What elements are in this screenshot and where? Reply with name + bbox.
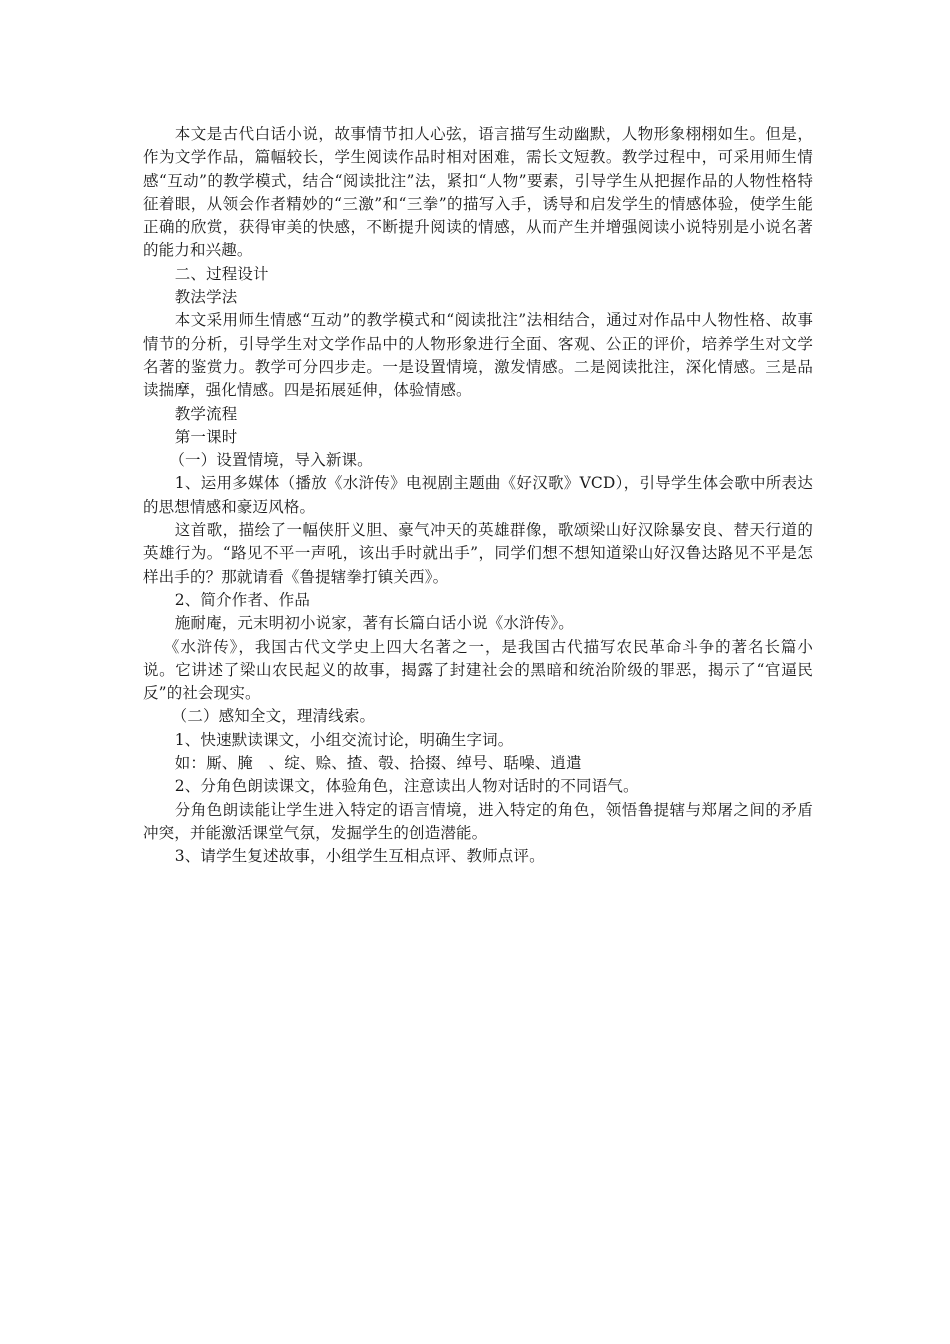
step-two-item-3: 3、请学生复述故事，小组学生互相点评、教师点评。 xyxy=(174,847,545,866)
step-two-heading: （二）感知全文，理清线索。 xyxy=(171,707,376,726)
methods-paragraph: 本文采用师生情感“互动”的教学模式和“阅读批注”法相结合，通过对作品中人物性格、故事情节的分析，引导学生对文学作品中的人物形象进行全面、客观、公正的评价，培养学生对文学名著的鉴赏力。教学可分四步走。一是设置情境，激发情感。二是阅读批注，深化情感。三是品读揣摩，强化情感。四是拓展延伸，体验情感。 xyxy=(143,311,813,400)
song-paragraph: 这首歌，描绘了一幅侠肝义胆、豪气冲天的英雄群像，歌颂梁山好汉除暴安良、替天行道的英雄行为。“路见不平一声吼，该出手时就出手”，同学们想不想知道梁山好汉鲁达路见不平是怎样出手的？那就请看《鲁提辖拳打镇关西》。 xyxy=(143,521,813,586)
role-reading-paragraph: 分角色朗读能让学生进入特定的语言情境，进入特定的角色，领悟鲁提辖与郑屠之间的矛盾冲突，并能激活课堂气氛，发掘学生的创造潜能。 xyxy=(143,800,813,842)
work-paragraph: 《水浒传》，我国古代文学史上四大名著之一，是我国古代描写农民革命斗争的著名长篇小说。它讲述了梁山农民起义的故事，揭露了封建社会的黑暗和统治阶级的罪恶，揭示了“官逼民反”的社会现实。 xyxy=(143,637,813,703)
intro-paragraph: 本文是古代白话小说，故事情节扣人心弦，语言描写生动幽默，人物形象栩栩如生。但是，作为文学作品，篇幅较长，学生阅读作品时相对困难，需长文短教。教学过程中，可采用师生情感“互动”的教学模式，结合“阅读批注”法，紧扣“人物”要素，引导学生从把握作品的人物性格特征着眼，从领会作者精妙的“三激”和“三拳”的描写入手，诱导和启发学生的情感体验，使学生能正确的欣赏，获得审美的快感，不断提升阅读的情感，从而产生并增强阅读小说特别是小说名著的能力和兴趣。 xyxy=(143,125,813,260)
document-body xyxy=(143,123,813,869)
step-one-item-1: 1、运用多媒体（播放《水浒传》电视剧主题曲《好汉歌》VCD），引导学生体会歌中所表达的思想情感和豪迈风格。 xyxy=(143,474,813,516)
subheading-teaching-methods: 教法学法 xyxy=(174,288,238,307)
subheading-first-lesson: 第一课时 xyxy=(174,427,238,446)
step-two-item-2: 2、分角色朗读课文，体验角色，注意读出人物对话时的不同语气。 xyxy=(174,777,639,796)
step-two-item-1: 1、快速默读课文，小组交流讨论，明确生字词。 xyxy=(174,730,514,749)
section-heading-process-design: 二、过程设计 xyxy=(174,264,269,283)
subheading-teaching-flow: 教学流程 xyxy=(174,404,238,423)
vocabulary-examples: 如：厮、腌 、绽、赊、揸、彀、拾掇、绰号、聒噪、逍遣 xyxy=(174,754,582,773)
step-one-item-2: 2、简介作者、作品 xyxy=(174,590,310,609)
author-paragraph: 施耐庵，元末明初小说家，著有长篇白话小说《水浒传》。 xyxy=(174,614,574,633)
step-one-heading: （一）设置情境，导入新课。 xyxy=(169,451,373,470)
